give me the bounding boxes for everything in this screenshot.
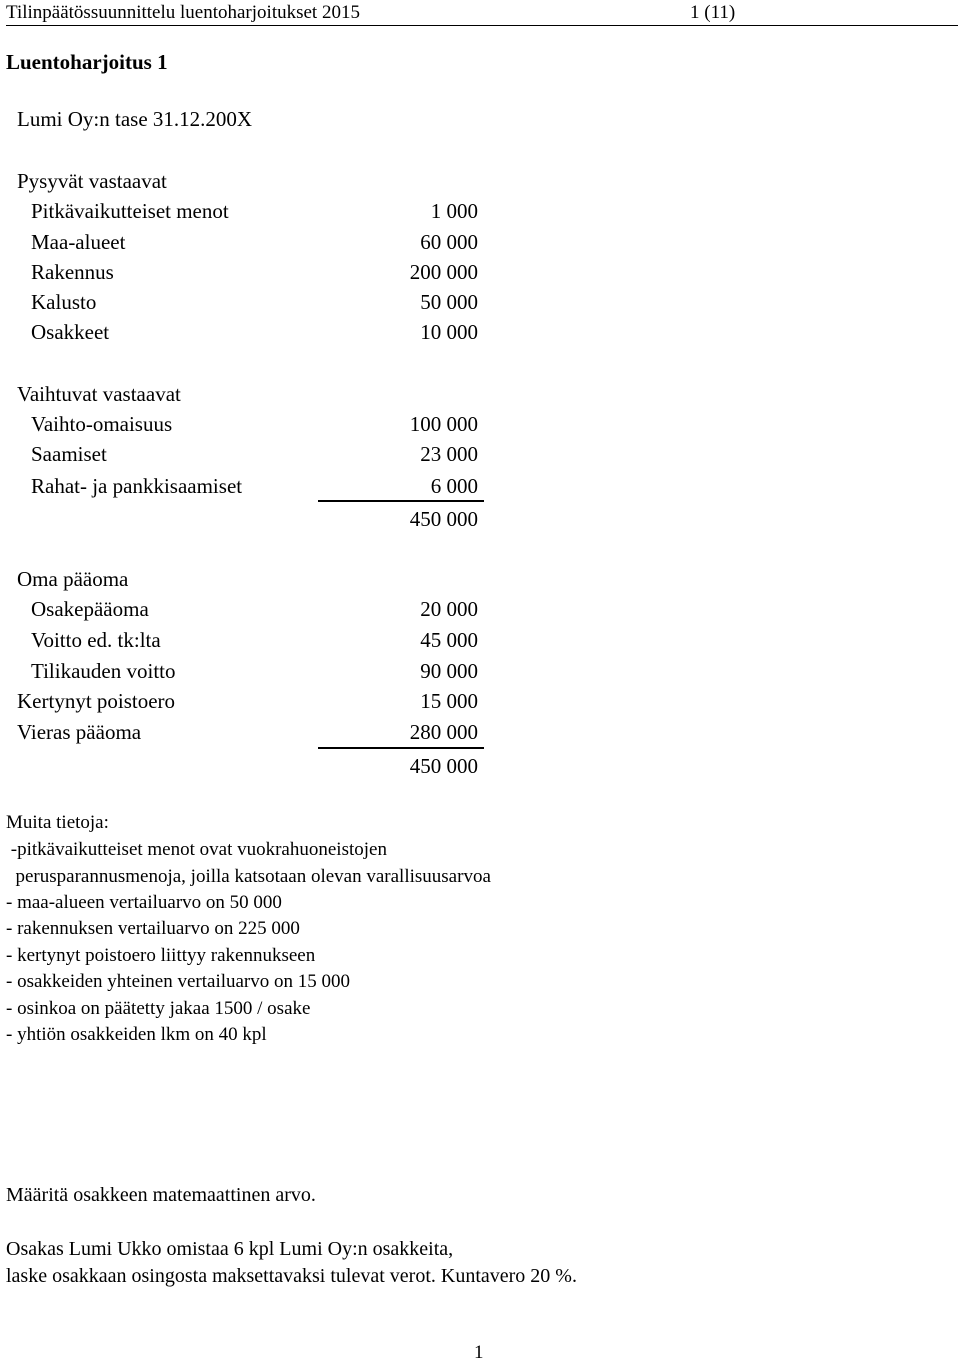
equity-label: Tilikauden voitto (31, 659, 176, 683)
asset-value: 100 000 (409, 412, 478, 436)
equity-label: Voitto ed. tk:lta (31, 628, 161, 652)
liability-value: 15 000 (420, 689, 478, 713)
liabilities-total: 450 000 (409, 754, 478, 778)
equity-value: 90 000 (420, 659, 478, 683)
header-title: Tilinpäätössuunnittelu luentoharjoitukset 2015 (6, 2, 360, 23)
asset-label: Kalusto (31, 290, 97, 314)
asset-label: Pitkävaikutteiset menot (31, 199, 229, 223)
note-line: - rakennuksen vertailuarvo on 225 000 (6, 918, 300, 939)
liability-label: Vieras pääoma (17, 720, 142, 744)
liability-value: 280 000 (409, 720, 478, 744)
asset-label: Vaihto-omaisuus (31, 412, 173, 436)
assets-total: 450 000 (409, 507, 478, 531)
note-line: - maa-alueen vertailuarvo on 50 000 (6, 892, 282, 913)
fixed-assets-heading: Pysyvät vastaavat (17, 169, 167, 193)
equity-heading: Oma pääoma (17, 567, 129, 591)
page-number: 1 (474, 1342, 484, 1363)
task-2-line-2: laske osakkaan osingosta maksettavaksi tulevat verot. Kuntavero 20 %. (6, 1265, 577, 1287)
balance-title: Lumi Oy:n tase 31.12.200X (17, 107, 253, 131)
note-line: - osinkoa on päätetty jakaa 1500 / osake (6, 998, 311, 1019)
section-title: Luentoharjoitus 1 (6, 50, 168, 74)
liability-label: Kertynyt poistoero (17, 689, 176, 713)
assets-sum-rule (318, 500, 484, 502)
note-line: - yhtiön osakkeiden lkm on 40 kpl (6, 1024, 267, 1045)
asset-label: Maa-alueet (31, 230, 126, 254)
asset-value: 60 000 (420, 230, 478, 254)
asset-value: 10 000 (420, 320, 478, 344)
asset-value: 23 000 (420, 442, 478, 466)
asset-value: 1 000 (430, 199, 478, 223)
note-line: -pitkävaikutteiset menot ovat vuokrahuoneistojen (6, 839, 387, 860)
note-line: perusparannusmenoja, joilla katsotaan olevan varallisuusarvoa (6, 866, 491, 887)
notes-heading: Muita tietoja: (6, 812, 109, 833)
task-2-line-1: Osakas Lumi Ukko omistaa 6 kpl Lumi Oy:n osakkeita, (6, 1238, 454, 1260)
asset-value: 50 000 (420, 290, 478, 314)
asset-value: 200 000 (409, 260, 478, 284)
task-1: Määritä osakkeen matemaattinen arvo. (6, 1184, 316, 1206)
asset-label: Rakennus (31, 260, 114, 284)
asset-label: Saamiset (31, 442, 107, 466)
current-assets-heading: Vaihtuvat vastaavat (17, 382, 181, 406)
note-line: - osakkeiden yhteinen vertailuarvo on 15 000 (6, 971, 351, 992)
equity-value: 20 000 (420, 597, 478, 621)
equity-value: 45 000 (420, 628, 478, 652)
asset-value: 6 000 (430, 474, 478, 498)
liabilities-sum-rule (318, 747, 484, 749)
asset-label: Osakkeet (31, 320, 110, 344)
equity-label: Osakepääoma (31, 597, 149, 621)
header-page-info: 1 (11) (690, 2, 736, 23)
note-line: - kertynyt poistoero liittyy rakennukseen (6, 945, 316, 966)
asset-label: Rahat- ja pankkisaamiset (31, 474, 243, 498)
header-divider (6, 25, 958, 26)
